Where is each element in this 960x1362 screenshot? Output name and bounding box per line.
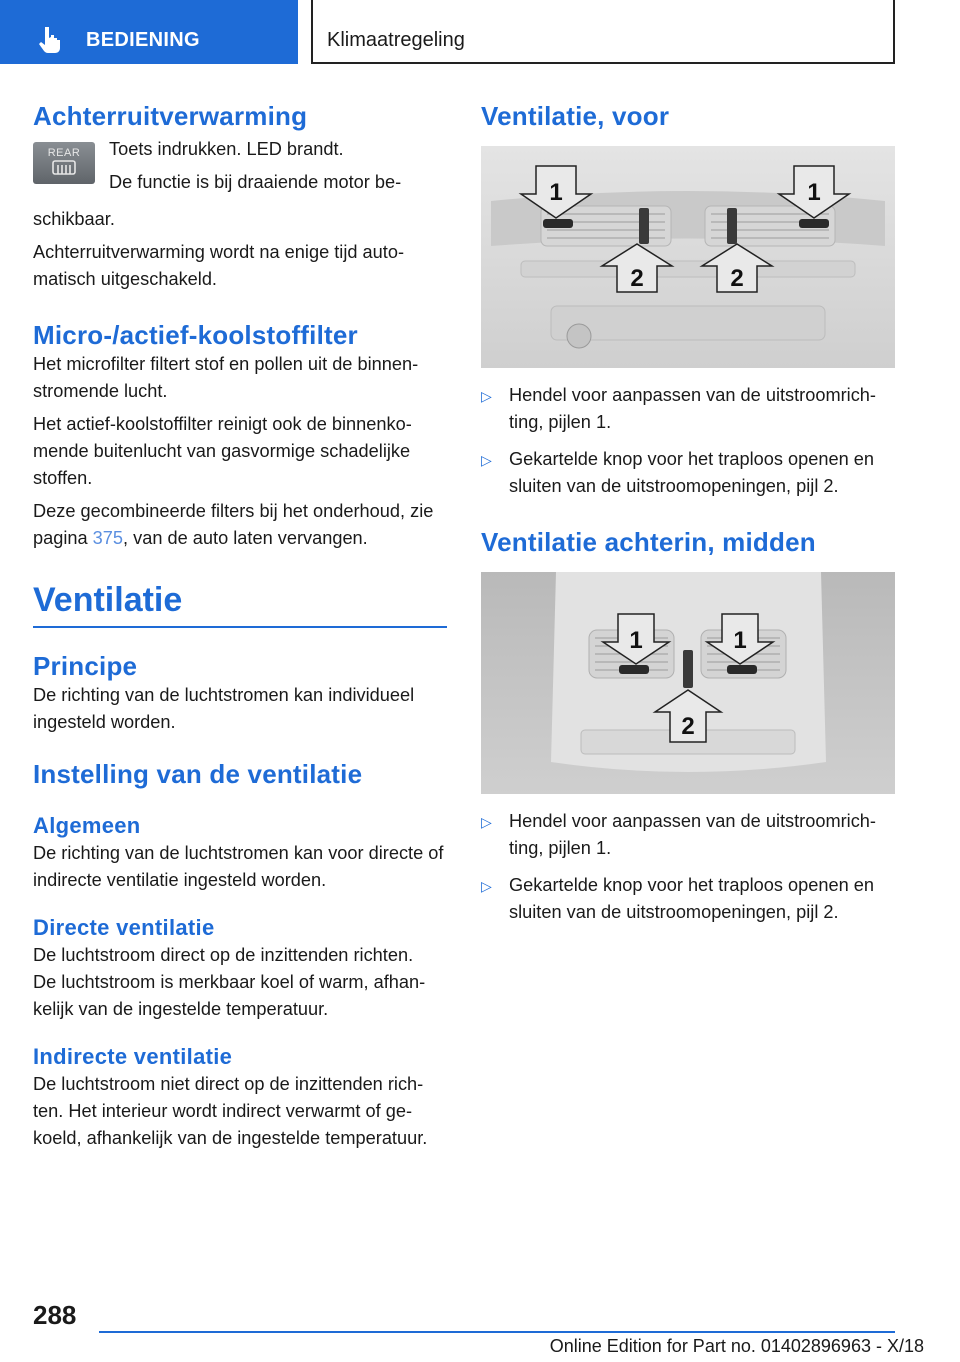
footer-edition: Online Edition for Part no. 01402896963 - X/18 bbox=[549, 1336, 924, 1356]
rear-arrow-label-1b: 1 bbox=[733, 627, 747, 654]
heading-instelling: Instelling van de ventilatie bbox=[33, 759, 363, 789]
chapter-tab[interactable] bbox=[0, 0, 298, 64]
heading-indirecte: Indirecte ventilatie bbox=[33, 1044, 233, 1069]
left-column bbox=[33, 100, 447, 1158]
directe-paragraph-2: De luchtstroom is merkbaar koel of warm, afhan-kelijk van de ingestelde temperatuur. bbox=[33, 972, 426, 1019]
indirecte-paragraph: De luchtstroom niet direct op de inzittenden rich-ten. Het interieur wordt indirect verwarmt of ge-koeld, afhankelijk van de ingestelde temperatuur. bbox=[33, 1074, 428, 1148]
filter-paragraph-1: Het microfilter filtert stof en pollen uit de binnen-stromende lucht. bbox=[33, 354, 419, 401]
rear-bullet-1 bbox=[481, 808, 895, 862]
right-column bbox=[481, 100, 895, 936]
front-arrow-label-2b: 2 bbox=[730, 265, 744, 292]
rear-button-label: REAR bbox=[47, 147, 81, 159]
bullet-triangle-icon: ▷ bbox=[481, 452, 492, 468]
front-bullet-2 bbox=[481, 446, 895, 500]
rear-bullet-2-text: Gekartelde knop voor het traploos openen en sluiten van de uitstroomopeningen, pijl 2. bbox=[509, 875, 875, 922]
front-bullet-2-text: Gekartelde knop voor het traploos openen en sluiten van de uitstroomopeningen, pijl 2. bbox=[509, 449, 875, 496]
heading-ventilatie-voor: Ventilatie, voor bbox=[481, 101, 670, 131]
bullet-triangle-icon: ▷ bbox=[481, 878, 492, 894]
chapter-label: BEDIENING bbox=[86, 29, 200, 51]
rear-defrost-icon bbox=[52, 160, 76, 178]
front-vents-photo bbox=[481, 146, 895, 368]
front-bullet-1-text: Hendel voor aanpassen van de uitstroomrich-ting, pijlen 1. bbox=[509, 385, 876, 432]
heading-principe: Principe bbox=[33, 651, 138, 681]
rear-bullet-1-text: Hendel voor aanpassen van de uitstroomrich-ting, pijlen 1. bbox=[509, 811, 876, 858]
heading-directe: Directe ventilatie bbox=[33, 915, 215, 940]
directe-paragraph-1: De luchtstroom direct op de inzittenden richten. bbox=[33, 945, 414, 965]
page-link-375[interactable]: 375 bbox=[92, 528, 124, 548]
section-title: Klimaatregeling bbox=[327, 29, 465, 51]
heading-achterruitverwarming: Achterruitverwarming bbox=[33, 101, 308, 131]
filter-paragraph-3a: Deze gecombineerde filters bij het onderhoud, zie pagina bbox=[33, 501, 434, 548]
bullet-triangle-icon: ▷ bbox=[481, 388, 492, 404]
filter-paragraph-2: Het actief-koolstoffilter reinigt ook de binnenko-mende buitenlucht van gasvormige schadelijke stoffen. bbox=[33, 414, 412, 488]
heading-ventilatie: Ventilatie bbox=[33, 581, 183, 619]
filter-paragraph-3b: , van de auto laten vervangen. bbox=[123, 528, 368, 548]
page-number: 288 bbox=[33, 1300, 77, 1330]
rear-paragraph-3: Achterruitverwarming wordt na enige tijd auto-matisch uitgeschakeld. bbox=[33, 242, 404, 289]
bullet-triangle-icon: ▷ bbox=[481, 814, 492, 830]
rear-defrost-button-image bbox=[33, 142, 95, 184]
footer-rule bbox=[99, 1331, 895, 1333]
algemeen-paragraph: De richting van de luchtstromen kan voor directe of indirecte ventilatie ingesteld worden. bbox=[33, 843, 444, 890]
heading-ventilatie-achterin: Ventilatie achterin, midden bbox=[481, 527, 816, 557]
hand-pointer-icon bbox=[38, 25, 64, 53]
heading-algemeen: Algemeen bbox=[33, 813, 141, 838]
heading-rule bbox=[33, 626, 447, 628]
rear-paragraph-2b: schikbaar. bbox=[33, 209, 115, 229]
rear-paragraph-1: Toets indrukken. LED brandt. bbox=[109, 139, 344, 159]
filter-paragraph-3 bbox=[33, 498, 447, 552]
section-header bbox=[311, 0, 895, 64]
rear-arrow-label-2: 2 bbox=[681, 713, 695, 740]
rear-arrow-label-1a: 1 bbox=[629, 627, 643, 654]
heading-filter: Micro-/actief-koolstoffilter bbox=[33, 320, 358, 350]
front-bullet-1 bbox=[481, 382, 895, 436]
front-arrow-label-2a: 2 bbox=[630, 265, 644, 292]
front-arrow-label-1b: 1 bbox=[807, 179, 821, 206]
rear-paragraph-2a: De functie is bij draaiende motor be- bbox=[109, 172, 402, 192]
rear-vents-photo bbox=[481, 572, 895, 794]
front-arrow-label-1a: 1 bbox=[549, 179, 563, 206]
principe-paragraph: De richting van de luchtstromen kan individueel ingesteld worden. bbox=[33, 685, 415, 732]
rear-bullet-2 bbox=[481, 872, 895, 926]
